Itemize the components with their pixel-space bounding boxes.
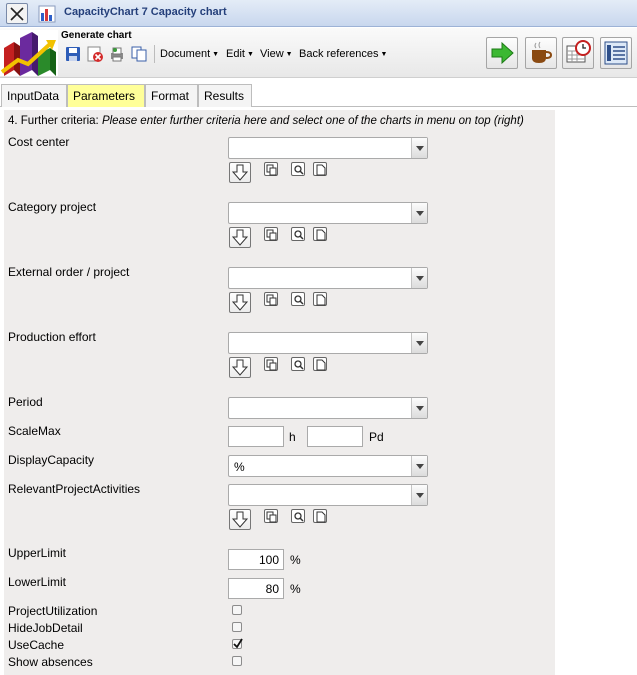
lower-limit-input[interactable]: 80 — [228, 578, 284, 599]
label-external-order: External order / project — [8, 265, 130, 279]
select-production-effort[interactable] — [228, 332, 428, 354]
capacity-chart-logo — [0, 30, 58, 76]
save-icon[interactable] — [64, 45, 82, 63]
chevron-down-icon[interactable] — [411, 333, 427, 353]
down-arrow-icon — [232, 359, 248, 376]
select-category-project[interactable] — [228, 202, 428, 224]
tab-inputdata[interactable]: InputData — [1, 84, 67, 107]
scalemax-hours-input[interactable] — [228, 426, 284, 447]
relevant-activities-down-arrow-button[interactable] — [229, 509, 251, 530]
hide-job-detail-checkbox[interactable] — [232, 622, 242, 632]
toolbar-separator — [154, 45, 155, 63]
select-period[interactable] — [228, 397, 428, 419]
upper-limit-unit: % — [290, 553, 301, 567]
label-relevant-activities: RelevantProjectActivities — [8, 482, 141, 496]
menu-view[interactable]: View ▼ — [260, 48, 293, 60]
category-project-new-icon[interactable] — [313, 227, 327, 241]
bar-chart-icon — [38, 5, 56, 23]
cost-center-down-arrow-button[interactable] — [229, 162, 251, 183]
down-arrow-icon — [232, 511, 248, 528]
label-cost-center: Cost center — [8, 135, 70, 149]
select-cost-center[interactable] — [228, 137, 428, 159]
list-report-icon — [603, 40, 629, 66]
chevron-down-icon[interactable] — [411, 138, 427, 158]
select-external-order[interactable] — [228, 267, 428, 289]
use-cache-checkbox[interactable] — [232, 639, 242, 649]
label-use-cache: UseCache — [8, 638, 65, 652]
label-lower-limit: LowerLimit — [8, 575, 67, 589]
cost-center-new-icon[interactable] — [313, 162, 327, 176]
copy-icon[interactable] — [130, 45, 148, 63]
chevron-down-icon[interactable] — [411, 398, 427, 418]
window-title: CapacityChart 7 Capacity chart — [64, 6, 227, 18]
external-order-down-arrow-button[interactable] — [229, 292, 251, 313]
label-display-capacity: DisplayCapacity — [8, 453, 95, 467]
show-absences-checkbox[interactable] — [232, 656, 242, 666]
chevron-down-icon[interactable] — [411, 456, 427, 476]
category-project-copy-icon[interactable] — [264, 227, 278, 241]
tab-format[interactable]: Format — [145, 84, 198, 107]
green-arrow-icon — [489, 40, 515, 66]
category-project-down-arrow-button[interactable] — [229, 227, 251, 248]
label-production-effort: Production effort — [8, 330, 96, 344]
window-titlebar — [0, 0, 637, 27]
relevant-activities-search-icon[interactable] — [291, 509, 305, 523]
tab-results[interactable]: Results — [198, 84, 252, 107]
select-display-capacity[interactable]: % — [228, 455, 428, 477]
project-utilization-checkbox[interactable] — [232, 605, 242, 615]
calendar-clock-icon — [565, 40, 591, 66]
close-icon[interactable] — [6, 3, 28, 24]
chevron-down-icon[interactable] — [411, 485, 427, 505]
checkmark-icon — [232, 638, 244, 650]
criteria-instructions: 4. Further criteria: Please enter further criteria here and select one of the charts in menu on top (right) — [8, 115, 524, 127]
run-arrow-button[interactable] — [486, 37, 518, 69]
label-period: Period — [8, 395, 43, 409]
cost-center-copy-icon[interactable] — [264, 162, 278, 176]
relevant-activities-copy-icon[interactable] — [264, 509, 278, 523]
production-effort-search-icon[interactable] — [291, 357, 305, 371]
lower-limit-unit: % — [290, 582, 301, 596]
label-scalemax: ScaleMax — [8, 424, 61, 438]
coffee-button[interactable] — [525, 37, 557, 69]
down-arrow-icon — [232, 164, 248, 181]
external-order-search-icon[interactable] — [291, 292, 305, 306]
report-list-button[interactable] — [600, 37, 632, 69]
production-effort-down-arrow-button[interactable] — [229, 357, 251, 378]
label-upper-limit: UpperLimit — [8, 546, 67, 560]
label-category-project: Category project — [8, 200, 97, 214]
label-project-utilization: ProjectUtilization — [8, 604, 98, 618]
relevant-activities-new-icon[interactable] — [313, 509, 327, 523]
scalemax-pd-unit: Pd — [369, 430, 384, 444]
coffee-cup-icon — [528, 40, 554, 66]
down-arrow-icon — [232, 229, 248, 246]
external-order-copy-icon[interactable] — [264, 292, 278, 306]
down-arrow-icon — [232, 294, 248, 311]
category-project-search-icon[interactable] — [291, 227, 305, 241]
print-icon[interactable] — [108, 45, 126, 63]
production-effort-new-icon[interactable] — [313, 357, 327, 371]
chevron-down-icon[interactable] — [411, 268, 427, 288]
tab-bar — [0, 84, 637, 107]
external-order-new-icon[interactable] — [313, 292, 327, 306]
upper-limit-input[interactable]: 100 — [228, 549, 284, 570]
scalemax-hours-unit: h — [289, 430, 296, 444]
production-effort-copy-icon[interactable] — [264, 357, 278, 371]
delete-icon[interactable] — [86, 45, 104, 63]
menu-edit[interactable]: Edit ▼ — [226, 48, 254, 60]
menu-back-references[interactable]: Back references ▼ — [299, 48, 388, 60]
toolbar-title: Generate chart — [61, 30, 132, 41]
select-relevant-activities[interactable] — [228, 484, 428, 506]
scalemax-pd-input[interactable] — [307, 426, 363, 447]
schedule-button[interactable] — [562, 37, 594, 69]
chevron-down-icon[interactable] — [411, 203, 427, 223]
label-show-absences: Show absences — [8, 655, 93, 669]
menu-document[interactable]: Document ▼ — [160, 48, 220, 60]
label-hide-job-detail: HideJobDetail — [8, 621, 83, 635]
tab-parameters[interactable]: Parameters — [67, 84, 145, 107]
cost-center-search-icon[interactable] — [291, 162, 305, 176]
